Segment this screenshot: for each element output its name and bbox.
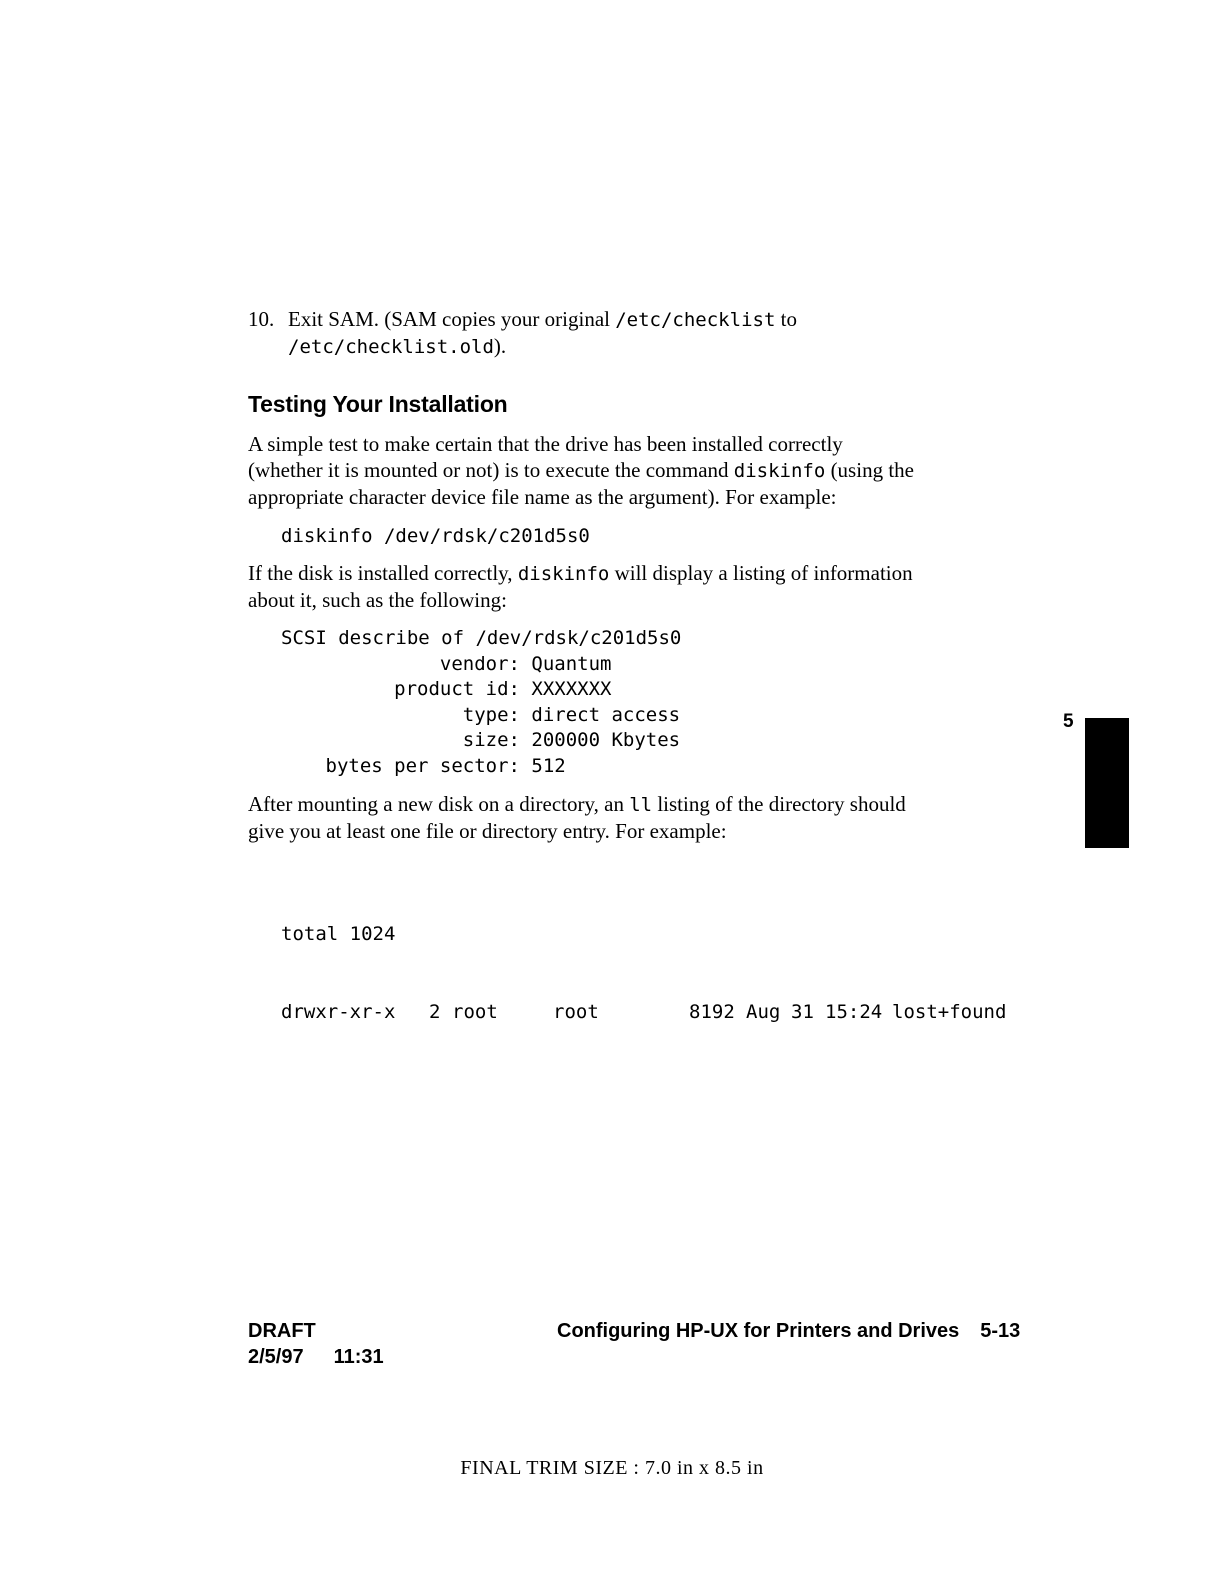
step-10-line-2 [248, 333, 1028, 360]
ll-day: 31 [791, 1001, 814, 1023]
ll-entry-line [281, 999, 1007, 1025]
paragraph-ll-listing [248, 791, 1028, 844]
diskinfo-header: SCSI describe of /dev/rdsk/c201d5s0 [281, 627, 682, 649]
footer-status: DRAFT [248, 1320, 316, 1342]
footer-date: 2/5/97 [248, 1346, 304, 1368]
ll-total-line [281, 921, 396, 947]
diskinfo-label: vendor: [439, 652, 520, 675]
chapter-number: 5 [1063, 711, 1074, 732]
diskinfo-command-inline: diskinfo [517, 563, 610, 585]
diskinfo-label: bytes per sector: [325, 754, 520, 777]
paragraph-diskinfo-result [248, 560, 1028, 613]
paragraph-line: A simple test to make certain that the drive has been installed correctly [248, 432, 843, 456]
ll-output [281, 869, 1007, 1051]
example-command: diskinfo /dev/rdsk/c201d5s0 [281, 525, 590, 547]
ll-perms: drwxr-xr-x [281, 1001, 396, 1023]
step-10-text-a: Exit SAM. (SAM copies your original [288, 307, 616, 331]
diskinfo-label: product id: [394, 678, 520, 701]
paragraph-line [248, 791, 1028, 818]
ll-links: 2 [429, 1001, 441, 1023]
diskinfo-row [281, 677, 681, 703]
footer-time: 11:31 [333, 1346, 384, 1368]
paragraph-line: give you at least one file or directory entry. For example: [248, 819, 727, 843]
diskinfo-row [281, 754, 681, 780]
text-span: (using the [825, 458, 914, 482]
text-span: listing of the directory should [652, 792, 906, 816]
diskinfo-value: XXXXXXX [531, 678, 612, 701]
diskinfo-command-inline: diskinfo [733, 460, 826, 482]
diskinfo-value: Quantum [531, 652, 612, 675]
text-span: will display a listing of information [609, 561, 913, 585]
step-10-text-b: to [775, 307, 797, 331]
text-span: (whether it is mounted or not) is to execute the command [248, 458, 734, 482]
step-10-line-1 [248, 306, 1028, 333]
footer-running-title [557, 1318, 1020, 1344]
ll-owner: root [452, 1001, 498, 1023]
step-10 [248, 306, 1028, 360]
paragraph-line [248, 560, 1028, 587]
footer-chapter-title: Configuring HP-UX for Printers and Drives [557, 1320, 960, 1342]
paragraph-line [248, 457, 1028, 484]
diskinfo-label: size: [462, 729, 520, 752]
paragraph-line: about it, such as the following: [248, 588, 507, 612]
diskinfo-output [281, 626, 681, 780]
chapter-thumb-tab [1085, 718, 1129, 848]
footer-page-number: 5-13 [980, 1320, 1021, 1342]
checklist-old-path: /etc/checklist.old [288, 336, 494, 358]
diskinfo-value: direct access [531, 703, 681, 726]
ll-time: 15:24 [825, 1001, 883, 1023]
diskinfo-value: 512 [531, 754, 566, 777]
trim-size-note: FINAL TRIM SIZE : 7.0 in x 8.5 in [460, 1457, 764, 1479]
footer-draft-stamp [248, 1318, 384, 1370]
paragraph-line: appropriate character device file name as the argument). For example: [248, 485, 837, 509]
ll-size: 8192 [689, 1001, 735, 1023]
ll-total: total 1024 [281, 923, 396, 945]
text-span: After mounting a new disk on a directory, an [248, 792, 630, 816]
ll-command-inline: ll [629, 794, 653, 816]
diskinfo-value: 200000 Kbytes [531, 729, 681, 752]
checklist-path: /etc/checklist [615, 309, 776, 331]
step-10-text-c: ). [493, 334, 507, 358]
diskinfo-row [281, 652, 681, 678]
diskinfo-row [281, 728, 681, 754]
ll-group: root [553, 1001, 599, 1023]
paragraph-diskinfo-intro [248, 431, 1028, 510]
diskinfo-label: type: [462, 703, 520, 726]
diskinfo-row [281, 703, 681, 729]
footer-datetime [248, 1344, 384, 1370]
step-number: 10. [248, 307, 275, 331]
text-span: If the disk is installed correctly, [248, 561, 518, 585]
ll-month: Aug [746, 1001, 781, 1023]
section-heading: Testing Your Installation [248, 391, 508, 417]
ll-name: lost+found [892, 1001, 1007, 1023]
